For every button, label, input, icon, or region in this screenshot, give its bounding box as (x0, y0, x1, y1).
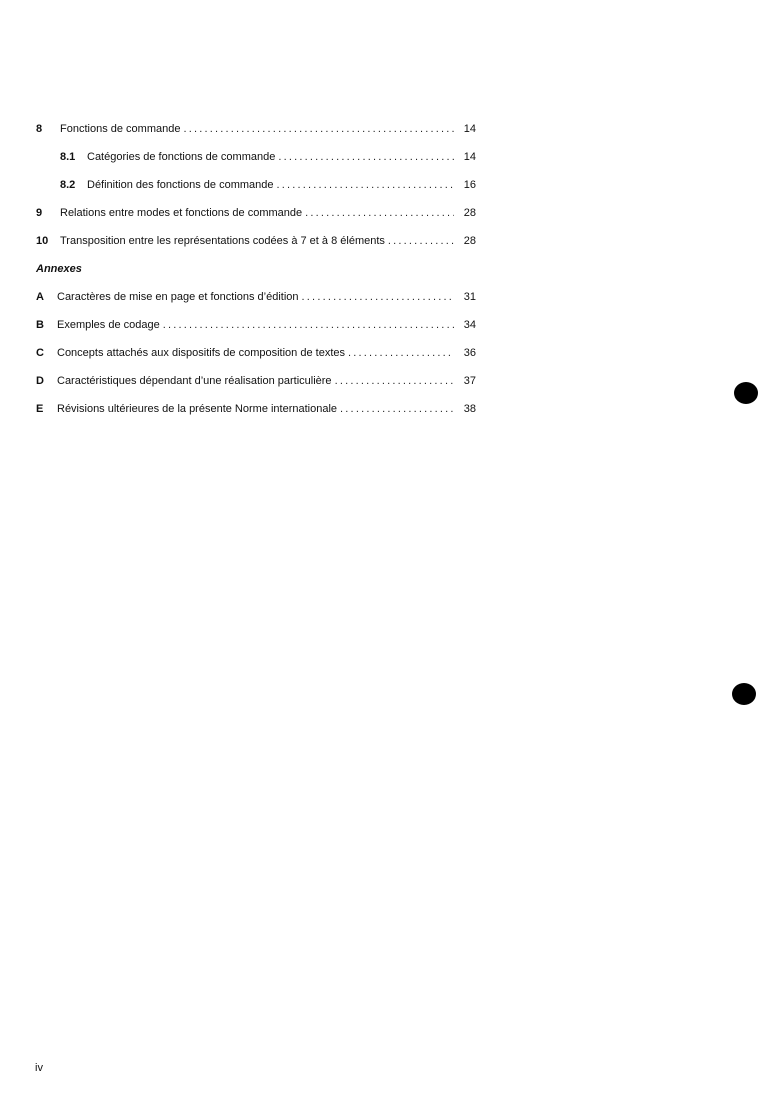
toc-entry-10[interactable] (36, 233, 476, 249)
toc-entry-number: 10 (36, 235, 49, 247)
leader-dots (340, 401, 454, 417)
toc-entry-page: 28 (463, 207, 476, 219)
toc-entry-page: 14 (463, 123, 476, 135)
punch-hole-top (734, 382, 758, 404)
leader-dots (302, 289, 454, 305)
toc-entry-page: 14 (463, 151, 476, 163)
leader-dots (348, 345, 454, 361)
toc-annex-b[interactable] (36, 317, 476, 333)
toc-entry-number: 8.2 (60, 179, 76, 191)
leader-dots (183, 121, 454, 137)
toc-entry-title: Catégories de fonctions de commande (87, 151, 276, 163)
toc-entry-number: 8.1 (60, 151, 76, 163)
punch-hole-bottom (732, 683, 756, 705)
toc-entry-8-1[interactable] (60, 149, 476, 165)
toc-annex-page: 34 (463, 319, 476, 331)
leader-dots (277, 177, 455, 193)
toc-entry-title: Relations entre modes et fonctions de commande (60, 207, 303, 219)
toc-annex-page: 38 (463, 403, 476, 415)
toc-annex-title: Caractéristiques dépendant d’une réalisation particulière (57, 375, 332, 387)
annexes-heading: Annexes (36, 263, 82, 275)
toc-annex-page: 36 (463, 347, 476, 359)
toc-entry-title: Fonctions de commande (60, 123, 181, 135)
toc-annex-title: Caractères de mise en page et fonctions d’édition (57, 291, 299, 303)
toc-entry-number: 9 (36, 207, 43, 219)
toc-annex-letter: B (36, 319, 44, 331)
leader-dots (278, 149, 454, 165)
toc-annex-c[interactable] (36, 345, 476, 361)
toc-entry-number: 8 (36, 123, 43, 135)
toc-annex-letter: C (36, 347, 44, 359)
toc-annex-title: Concepts attachés aux dispositifs de composition de textes (57, 347, 345, 359)
leader-dots (388, 233, 454, 249)
toc-entry-8[interactable] (36, 121, 476, 137)
toc-annex-letter: A (36, 291, 44, 303)
toc-annex-page: 31 (463, 291, 476, 303)
leader-dots (335, 373, 454, 389)
leader-dots (163, 317, 454, 333)
toc-annex-title: Révisions ultérieures de la présente Norme internationale (57, 403, 338, 415)
toc-annex-d[interactable] (36, 373, 476, 389)
leader-dots (305, 205, 454, 221)
toc-annex-title: Exemples de codage (57, 319, 160, 331)
toc-annex-letter: E (36, 403, 44, 415)
toc-annex-page: 37 (463, 375, 476, 387)
toc-annex-letter: D (36, 375, 44, 387)
toc-entry-title: Transposition entre les représentations codées à 7 et à 8 éléments (60, 235, 385, 247)
page-number: iv (35, 1062, 43, 1074)
toc-entry-9[interactable] (36, 205, 476, 221)
toc-entry-title: Définition des fonctions de commande (87, 179, 274, 191)
toc-entry-8-2[interactable] (60, 177, 476, 193)
toc-annex-a[interactable] (36, 289, 476, 305)
toc-entry-page: 28 (463, 235, 476, 247)
toc-entry-page: 16 (463, 179, 476, 191)
toc-annex-e[interactable] (36, 401, 476, 417)
